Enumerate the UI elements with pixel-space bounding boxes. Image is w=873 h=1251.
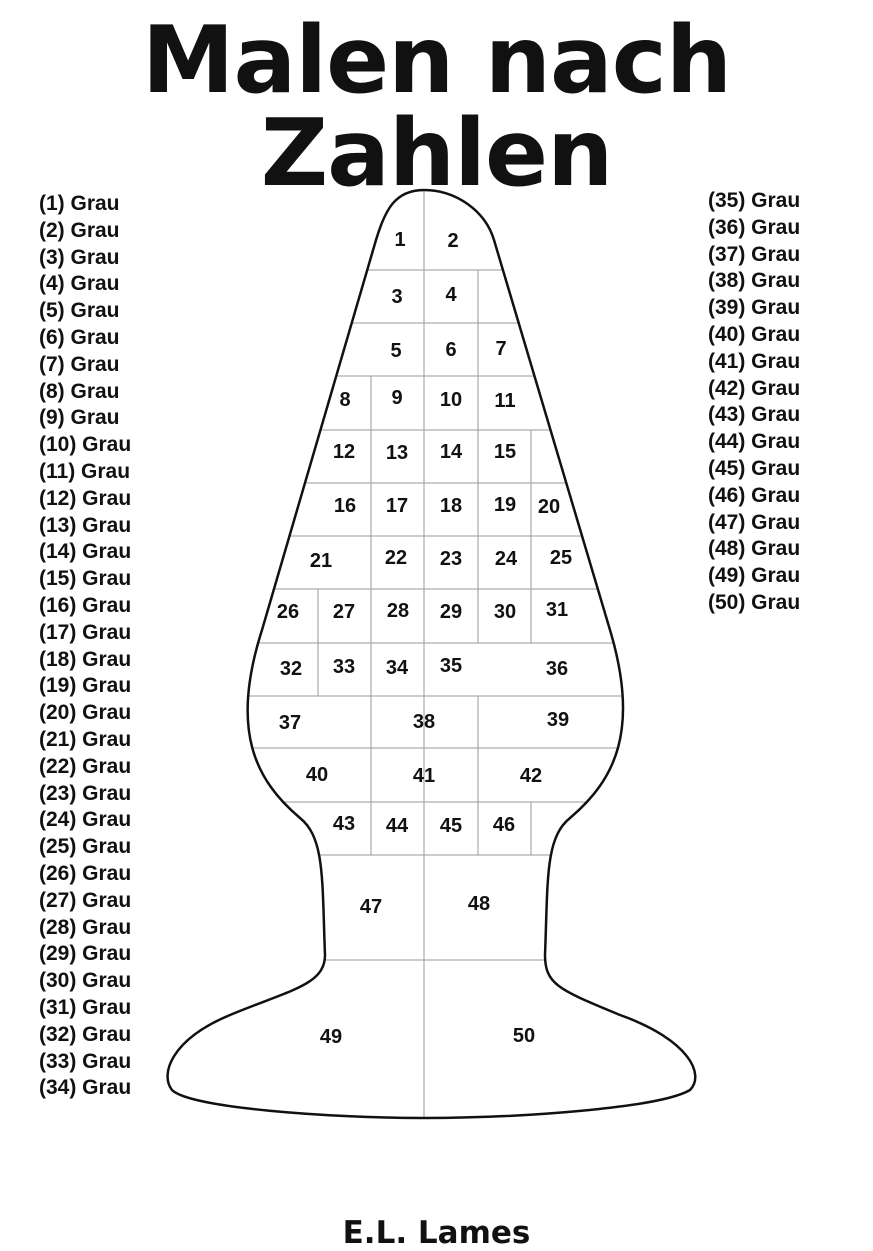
region-number: 30 xyxy=(493,601,517,623)
region-number: 40 xyxy=(305,764,329,786)
region-number: 16 xyxy=(333,495,357,517)
region-number: 50 xyxy=(512,1025,536,1047)
legend-item: (46) Grau xyxy=(708,483,801,507)
region-number: 27 xyxy=(332,601,356,623)
legend-item: (10) Grau xyxy=(39,433,132,457)
legend-item: (2) Grau xyxy=(39,218,120,242)
legend-item: (22) Grau xyxy=(39,754,132,778)
region-number: 10 xyxy=(439,389,463,411)
legend-item: (44) Grau xyxy=(708,430,801,454)
legend-item: (1) Grau xyxy=(39,192,120,215)
legend-item: (42) Grau xyxy=(708,376,801,400)
region-grid xyxy=(230,190,640,1120)
region-number: 44 xyxy=(385,815,409,837)
legend-item: (38) Grau xyxy=(708,269,801,293)
legend-item: (8) Grau xyxy=(39,379,120,403)
legend-item: (25) Grau xyxy=(39,835,132,859)
region-number: 42 xyxy=(519,765,543,787)
legend-item: (34) Grau xyxy=(39,1076,132,1100)
legend-item: (24) Grau xyxy=(39,808,132,832)
legend-item: (5) Grau xyxy=(39,299,120,323)
legend-item: (35) Grau xyxy=(708,189,801,212)
region-number: 29 xyxy=(439,601,463,623)
region-number: 1 xyxy=(394,229,406,251)
legend-item: (6) Grau xyxy=(39,325,120,349)
legend-item: (13) Grau xyxy=(39,513,132,537)
figure-outline xyxy=(168,190,696,1118)
region-number: 2 xyxy=(447,230,459,252)
legend-item: (47) Grau xyxy=(708,510,801,534)
legend-item: (45) Grau xyxy=(708,456,801,480)
legend-item: (3) Grau xyxy=(39,245,120,269)
region-number: 18 xyxy=(439,495,463,517)
region-number: 45 xyxy=(439,815,463,837)
legend-item: (27) Grau xyxy=(39,888,132,912)
region-number: 7 xyxy=(495,338,507,360)
region-number: 8 xyxy=(339,389,351,411)
region-number: 12 xyxy=(332,441,356,463)
region-number: 13 xyxy=(385,442,409,464)
legend-item: (20) Grau xyxy=(39,701,132,725)
author-name: E.L. Lames xyxy=(342,1215,531,1251)
legend-item: (48) Grau xyxy=(708,537,801,561)
region-number: 26 xyxy=(276,601,300,623)
legend-item: (43) Grau xyxy=(708,403,801,427)
legend-item: (9) Grau xyxy=(39,406,120,430)
region-number: 43 xyxy=(332,813,356,835)
legend-item: (18) Grau xyxy=(39,647,132,671)
legend-item: (17) Grau xyxy=(39,620,132,644)
legend-item: (28) Grau xyxy=(39,915,132,939)
region-number: 3 xyxy=(391,286,403,308)
region-number: 35 xyxy=(439,655,463,677)
region-number: 24 xyxy=(494,548,518,570)
region-number: 46 xyxy=(492,814,516,836)
region-number: 34 xyxy=(385,657,409,679)
region-number: 20 xyxy=(537,496,561,518)
region-number: 39 xyxy=(546,709,570,731)
region-number: 17 xyxy=(385,495,409,517)
legend-item: (49) Grau xyxy=(708,564,801,588)
region-number: 6 xyxy=(445,339,457,361)
region-number: 33 xyxy=(332,656,356,678)
region-number: 11 xyxy=(494,390,516,412)
legend-item: (32) Grau xyxy=(39,1022,132,1046)
legend-item: (15) Grau xyxy=(39,567,132,591)
page-title: Malen nach Zahlen xyxy=(141,6,732,207)
region-number: 5 xyxy=(390,340,402,362)
region-number: 4 xyxy=(445,284,457,306)
region-number: 32 xyxy=(279,658,303,680)
region-number: 36 xyxy=(545,658,569,680)
region-number: 41 xyxy=(412,765,436,787)
legend-item: (29) Grau xyxy=(39,942,132,966)
region-number: 47 xyxy=(359,896,383,918)
legend-item: (23) Grau xyxy=(39,781,132,805)
region-number: 25 xyxy=(549,547,573,569)
legend-item: (12) Grau xyxy=(39,486,132,510)
region-number: 14 xyxy=(439,441,463,463)
region-number: 22 xyxy=(384,547,408,569)
legend-item: (30) Grau xyxy=(39,969,132,993)
region-number: 28 xyxy=(386,600,410,622)
region-number: 9 xyxy=(391,387,403,409)
legend-item: (40) Grau xyxy=(708,322,801,346)
legend-item: (11) Grau xyxy=(39,459,131,483)
region-number: 31 xyxy=(545,599,569,621)
legend-item: (4) Grau xyxy=(39,272,120,296)
region-number: 23 xyxy=(439,548,463,570)
legend-item: (50) Grau xyxy=(708,590,801,614)
region-number: 19 xyxy=(493,494,517,516)
region-number: 48 xyxy=(467,893,491,915)
legend-item: (7) Grau xyxy=(39,352,120,376)
legend-item: (33) Grau xyxy=(39,1049,132,1073)
legend-item: (14) Grau xyxy=(39,540,132,564)
legend-item: (31) Grau xyxy=(39,995,132,1019)
legend-item: (21) Grau xyxy=(39,727,132,751)
region-number: 49 xyxy=(319,1026,343,1048)
legend-item: (41) Grau xyxy=(708,349,801,373)
legend-item: (37) Grau xyxy=(708,242,801,266)
region-number: 21 xyxy=(309,550,333,572)
legend-item: (16) Grau xyxy=(39,593,132,617)
legend-item: (39) Grau xyxy=(708,296,801,320)
region-number: 15 xyxy=(493,441,517,463)
region-number: 37 xyxy=(278,712,302,734)
region-number: 38 xyxy=(412,711,436,733)
legend-item: (26) Grau xyxy=(39,861,132,885)
legend-item: (36) Grau xyxy=(708,215,801,239)
legend-item: (19) Grau xyxy=(39,674,132,698)
